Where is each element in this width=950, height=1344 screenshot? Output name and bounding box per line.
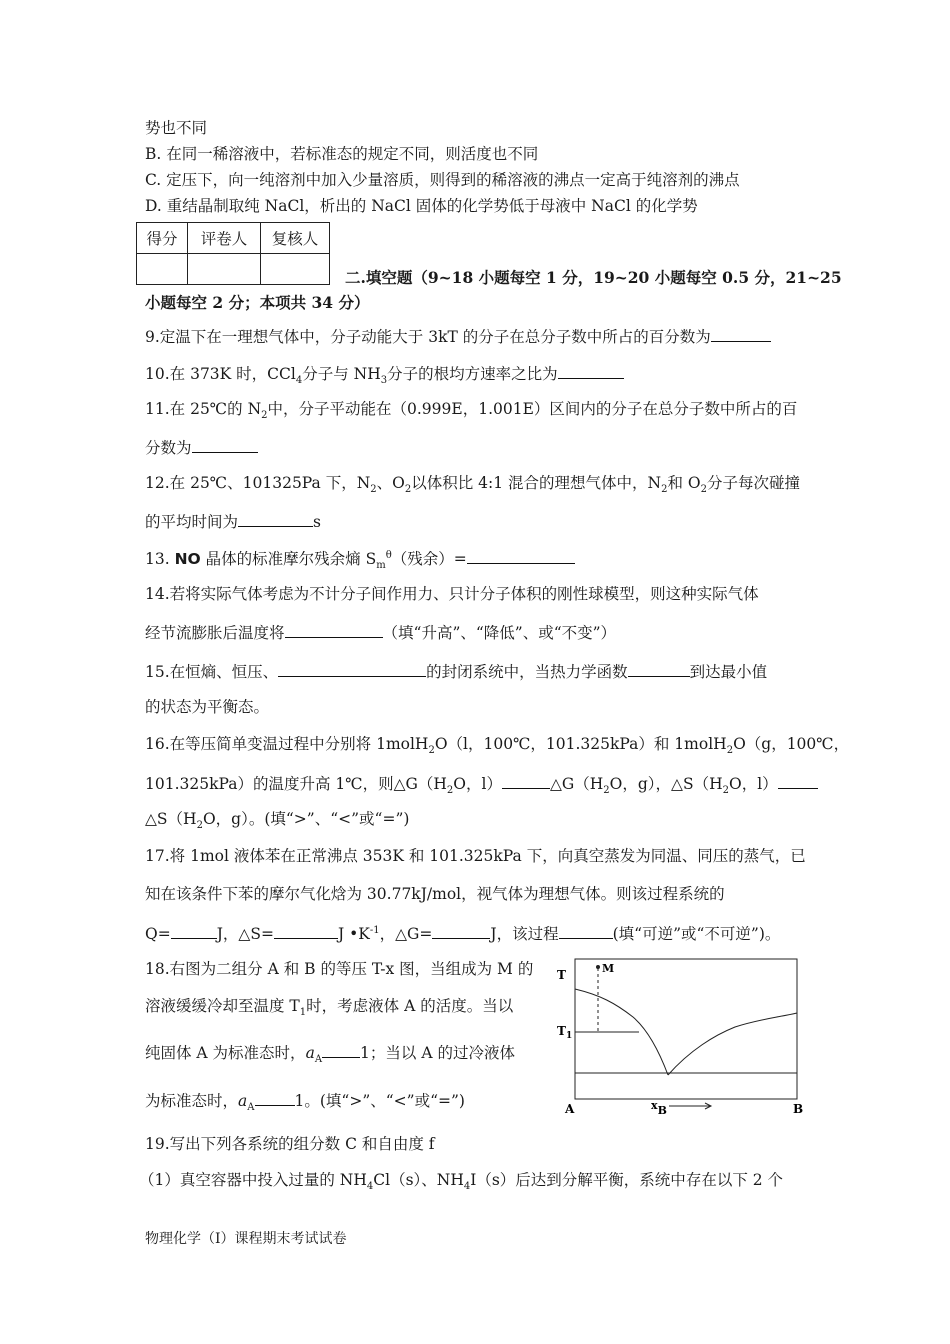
q11-text: 分数为 [145, 439, 192, 457]
q18-text: 1。(填“>”、“<”或“=”) [294, 1092, 465, 1110]
question-17: 17.将 1mol 液体苯在正常沸点 353K 和 101.325kPa 下，向真空蒸发为同温、同压的蒸气，已 [145, 847, 806, 865]
q17-text: J，该过程 [490, 925, 559, 943]
question-17-cont: 知在该条件下苯的摩尔气化焓为 30.77kJ/mol，视气体为理想气体。则该过程系统的 [145, 885, 725, 903]
q16-text: O，l） [453, 775, 502, 793]
q19-text: Cl（s）、NH [373, 1171, 464, 1189]
q19-sub: 4 [366, 1181, 374, 1193]
q13-sup: θ [385, 549, 392, 561]
q13-formula: NO [174, 550, 201, 568]
reviewer-cell[interactable] [261, 254, 330, 285]
q10-text: 分子与 NH [302, 365, 381, 383]
score-cell[interactable] [137, 254, 188, 285]
q12-text: 和 O [667, 474, 701, 492]
q16-text: 16.在等压简单变温过程中分别将 1molH [145, 735, 429, 753]
q15-blank-2[interactable] [628, 660, 690, 677]
reviewer-header: 复核人 [261, 223, 330, 254]
q16-text: O（l，100℃，101.325kPa）和 1molH [434, 735, 727, 753]
q18-sub: A [314, 1054, 323, 1066]
q16-sub: 2 [603, 785, 610, 797]
liquidus-b [668, 1013, 797, 1075]
point-m [596, 965, 600, 969]
q19-text: I（s）后达到分解平衡，系统中存在以下 2 个 [470, 1171, 784, 1189]
label-t1: $T_1$ [557, 1024, 573, 1041]
q12-blank[interactable] [238, 510, 313, 527]
question-11 [145, 399, 798, 422]
label-m: M [602, 962, 615, 975]
option-c: C. 定压下，向一纯溶剂中加入少量溶质，则得到的稀溶液的沸点一定高于纯溶剂的沸点 [145, 171, 740, 189]
q12-sub: 2 [661, 484, 668, 496]
q17-blank-g[interactable] [432, 922, 490, 939]
q13-sub: m [376, 560, 386, 572]
q10-blank[interactable] [558, 362, 624, 379]
q13-blank[interactable] [467, 547, 575, 564]
t-x-phase-diagram [555, 955, 815, 1125]
label-b: B [793, 1102, 804, 1116]
q17-blank-s[interactable] [274, 922, 338, 939]
option-b: B. 在同一稀溶液中，若标准态的规定不同，则活度也不同 [145, 145, 539, 163]
q16-sub: 2 [726, 745, 734, 757]
question-15-cont: 的状态为平衡态。 [145, 698, 270, 716]
score-table [136, 222, 330, 285]
q18-sub: 1 [299, 1007, 307, 1019]
q10-sub: 3 [380, 375, 388, 387]
q16-text: O，l） [728, 775, 778, 793]
q17-text: J •K [337, 925, 370, 943]
q12-text: 以体积比 4:1 混合的理想气体中，N [411, 474, 662, 492]
question-19-part1 [139, 1170, 784, 1193]
q15-text: 的封闭系统中，当热力学函数 [426, 663, 628, 681]
q16-sub: 2 [196, 820, 203, 832]
option-d: D. 重结晶制取纯 NaCl，析出的 NaCl 固体的化学势低于母液中 NaCl 的化学势 [145, 197, 698, 215]
q16-text: △G（H [549, 775, 604, 793]
diagram-frame [575, 959, 797, 1099]
question-14-cont [145, 621, 616, 643]
q15-blank-1[interactable] [278, 660, 426, 677]
q16-text: △S（H [145, 810, 197, 828]
q18-sub: A [247, 1102, 255, 1114]
question-16-cont [145, 772, 818, 797]
q19-text: （1）真空容器中投入过量的 NH [139, 1171, 367, 1189]
q16-sub: 2 [722, 785, 729, 797]
q10-text: 10.在 373K 时，CCl [145, 365, 296, 383]
q19-sub: 4 [463, 1181, 471, 1193]
q18-text: 为标准态时， [145, 1092, 239, 1110]
activity-symbol: a [305, 1044, 315, 1062]
q12-text: 的平均时间为 [145, 513, 239, 531]
question-10 [145, 362, 624, 387]
q13-text: 13. [145, 550, 175, 568]
q12-sub: 2 [700, 484, 708, 496]
activity-symbol: a [238, 1092, 248, 1110]
q11-text: 11.在 25℃的 N [145, 400, 262, 418]
q11-sub: 2 [261, 410, 268, 422]
question-16-cont2 [145, 809, 410, 832]
q13-text: （残余）= [391, 550, 467, 568]
question-14: 14.若将实际气体考虑为不计分子间作用力、只计分子体积的刚性球模型，则这种实际气体 [145, 585, 759, 603]
q16-sub: 2 [446, 785, 454, 797]
q17-text: Q= [145, 925, 171, 943]
q12-sub: 2 [370, 484, 377, 496]
q13-text: 晶体的标准摩尔残余熵 S [200, 550, 377, 568]
q18-text: 纯固体 A 为标准态时， [145, 1044, 306, 1062]
question-9 [145, 325, 771, 347]
question-17-cont2 [145, 922, 780, 944]
grader-cell[interactable] [188, 254, 261, 285]
q16-text: O，g），△S（H [609, 775, 723, 793]
q16-blank-1[interactable] [502, 772, 550, 789]
q15-text: 15.在恒熵、恒压、 [145, 663, 279, 681]
section-title-cont: 小题每空 2 分；本项共 34 分） [145, 293, 370, 312]
q16-blank-2[interactable] [778, 772, 818, 789]
q10-sub: 4 [295, 375, 303, 387]
question-19: 19.写出下列各系统的组分数 C 和自由度 f [145, 1135, 435, 1153]
q17-blank-rev[interactable] [559, 922, 613, 939]
q16-sub: 2 [428, 745, 435, 757]
q11-text: 中，分子平动能在（0.999E，1.001E）区间内的分子在总分子数中所占的百 [267, 400, 798, 418]
q16-text: 101.325kPa）的温度升高 1℃，则△G（H [145, 775, 447, 793]
q9-text: 9.定温下在一理想气体中，分子动能大于 3kT 的分子在总分子数中所占的百分数为 [145, 328, 711, 346]
label-a: A [565, 1102, 575, 1116]
question-18-cont2 [145, 1041, 515, 1066]
q18-blank-1[interactable] [322, 1041, 360, 1058]
question-18-cont [145, 996, 514, 1019]
section-title: 二.填空题（9~18 小题每空 1 分，19~20 小题每空 0.5 分，21~25 [345, 268, 842, 287]
option-a-tail: 势也不同 [145, 119, 208, 137]
grader-header: 评卷人 [188, 223, 261, 254]
question-18-cont3 [145, 1089, 465, 1114]
q18-text: 溶液缓缓冷却至温度 T [145, 997, 300, 1015]
q17-text: ，△G= [379, 925, 433, 943]
question-12 [145, 473, 801, 496]
question-15 [145, 660, 767, 682]
question-12-cont [145, 510, 321, 532]
page-footer: 物理化学（Ⅰ）课程期末考试试卷 [145, 1231, 347, 1247]
q12-unit: s [313, 513, 321, 531]
q17-text: (填“可逆”或“不可逆”)。 [612, 925, 781, 943]
q12-text: 12.在 25℃、101325Pa 下，N [145, 474, 371, 492]
q12-text: 、O [376, 474, 405, 492]
q18-text: 时，考虑液体 A 的活度。当以 [306, 997, 514, 1015]
label-t: T [557, 968, 566, 982]
q18-text: 1；当以 A 的过冷液体 [360, 1044, 515, 1062]
question-18: 18.右图为二组分 A 和 B 的等压 T-x 图，当组成为 M 的 [145, 960, 534, 978]
q12-sub: 2 [404, 484, 412, 496]
q10-text: 分子的根均方速率之比为 [387, 365, 558, 383]
q9-blank[interactable] [711, 325, 771, 342]
q17-text: J，△S= [216, 925, 274, 943]
q12-text: 分子每次碰撞 [707, 474, 801, 492]
label-xb: xB [651, 1099, 667, 1117]
q14-text: 经节流膨胀后温度将 [145, 624, 285, 642]
question-16 [145, 734, 850, 757]
question-11-cont [145, 436, 258, 458]
q17-blank-q[interactable] [171, 922, 217, 939]
q18-blank-2[interactable] [255, 1089, 295, 1106]
score-header: 得分 [137, 223, 188, 254]
q14-text: （填“升高”、“降低”、或“不变”） [382, 624, 617, 642]
q14-blank[interactable] [285, 621, 383, 638]
q16-text: O，g）。(填“>”、“<”或“=”) [202, 810, 410, 828]
q17-sup: -1 [369, 924, 380, 936]
q15-text: 到达最小值 [689, 663, 768, 681]
q16-text: O（g，100℃， [733, 735, 850, 753]
q11-blank[interactable] [192, 436, 258, 453]
question-13 [145, 547, 575, 572]
